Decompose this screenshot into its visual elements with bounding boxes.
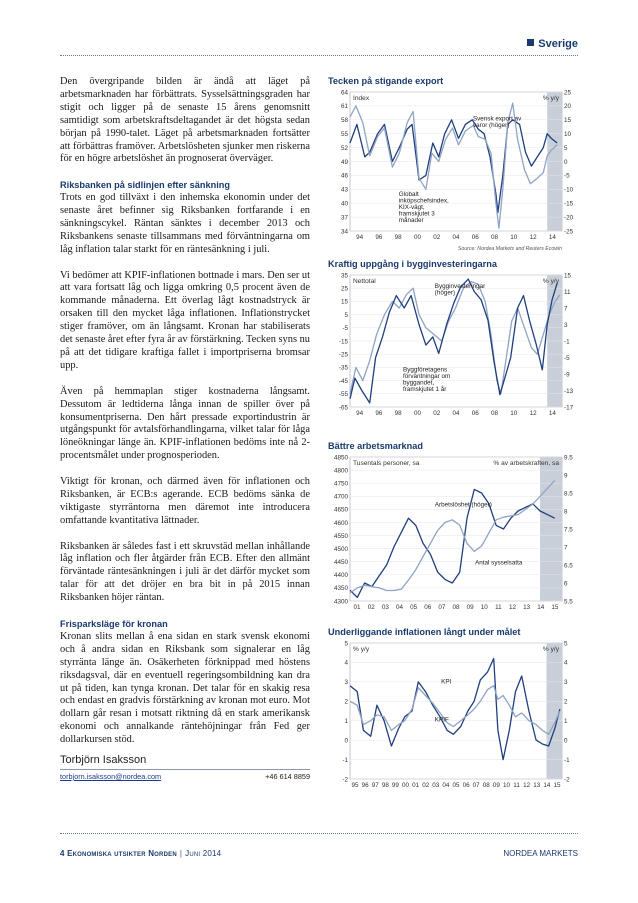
series-annotation: byggandet,: [403, 379, 435, 387]
y-tick-left: 4300: [333, 598, 348, 606]
y-tick-right: 5: [564, 640, 568, 648]
publication-date: Juni 2014: [185, 849, 222, 858]
y-tick-right: 5: [564, 144, 568, 152]
y-tick-left: 4450: [333, 559, 348, 567]
x-tick: 01: [412, 782, 420, 789]
plot-area: [350, 457, 562, 601]
y-tick-right: -1: [564, 338, 570, 346]
x-tick: 96: [375, 410, 383, 417]
x-tick: 09: [466, 604, 474, 611]
y-tick-right: 3: [564, 679, 568, 687]
x-tick: 02: [367, 604, 375, 611]
chart-labour-market: [328, 441, 588, 613]
y-tick-right: -17: [564, 404, 574, 412]
author-name: Torbjörn Isaksson: [60, 754, 147, 766]
y-tick-right: -9: [564, 371, 570, 379]
y-tick-left: 4750: [333, 480, 348, 488]
x-tick: 06: [471, 234, 479, 241]
left-axis-label: % y/y: [353, 646, 370, 653]
chart-inflation-plot: [328, 639, 588, 791]
series-annotation: förväntningar om: [403, 372, 451, 380]
x-tick: 04: [452, 234, 460, 241]
chart-title: Underliggande inflationen långt under målet: [328, 627, 521, 637]
chart-title: Tecken på stigande export: [328, 76, 444, 86]
x-tick: 14: [543, 782, 551, 789]
x-tick: 00: [402, 782, 410, 789]
author-rule: [60, 769, 310, 770]
paragraph: Vi bedömer att KPIF-inflationen bottnade i mars. Den ser ut att vara fortsatt låg och ligga omkring 0,5 procent även de kommande månaderna. Ett överlag lågt kostnadstryck är orsaken till den mycket låga inflationen. Inflationstrycket stiger framöver, om än långsamt. Kronan har stabiliserats det senaste året efter fyra år av förstärkning. Tecken syns nu på att det tidigare kraftiga fallet i importpriserna bromsar upp.: [60, 269, 310, 371]
series-annotation: (höger): [434, 289, 456, 297]
x-tick: 09: [492, 782, 500, 789]
series-annotation: varor (höger): [472, 122, 510, 130]
x-tick: 00: [413, 234, 421, 241]
y-tick-left: 25: [340, 285, 348, 293]
left-axis-label: Tusentals personer, sa: [353, 460, 420, 467]
y-tick-left: 55: [340, 131, 348, 138]
x-tick: 15: [553, 782, 561, 789]
section-square-icon: [527, 39, 534, 46]
y-tick-right: 6: [564, 580, 568, 588]
x-tick: 12: [529, 234, 537, 241]
x-tick: 97: [371, 782, 379, 789]
y-tick-right: -25: [564, 228, 574, 236]
x-tick: 02: [433, 410, 441, 417]
page-number: 4: [60, 849, 65, 858]
y-tick-left: 4650: [333, 506, 348, 514]
right-axis-label: % y/y: [542, 646, 559, 653]
chart-inflation: [328, 627, 588, 791]
y-tick-left: 4600: [333, 519, 348, 527]
subheading: Riksbanken på sidlinjen efter sänkning: [60, 180, 231, 191]
y-tick-left: 0: [344, 737, 348, 745]
y-tick-right: -13: [564, 387, 574, 395]
y-tick-right: 0: [564, 737, 568, 745]
right-axis-label: % av arbetskraften, sa: [493, 460, 559, 467]
series-annotation: framskjutet 1 år: [403, 385, 447, 393]
x-tick: 94: [356, 234, 364, 241]
section-title: Sverige: [538, 38, 578, 50]
y-tick-left: -5: [342, 325, 348, 333]
x-tick: 12: [509, 604, 517, 611]
y-tick-left: 5: [344, 640, 348, 648]
x-tick: 04: [452, 410, 460, 417]
x-tick: 98: [394, 410, 402, 417]
series-annotation: inköpschefsindex,: [398, 197, 449, 205]
x-tick: 95: [351, 782, 359, 789]
header-divider: [60, 55, 578, 56]
y-tick-right: 5.5: [564, 598, 573, 606]
y-tick-left: 1: [344, 718, 348, 726]
footer-divider: [60, 833, 578, 834]
x-tick: 96: [375, 234, 383, 241]
x-tick: 08: [452, 604, 460, 611]
y-tick-right: 15: [564, 117, 572, 125]
y-tick-right: 1: [564, 718, 568, 726]
y-tick-left: -15: [338, 338, 348, 346]
y-tick-left: 3: [344, 679, 348, 687]
y-tick-right: -1: [564, 756, 570, 764]
x-tick: 07: [438, 604, 446, 611]
x-tick: 11: [513, 782, 520, 789]
y-tick-left: 35: [340, 272, 348, 280]
y-tick-left: -65: [338, 404, 348, 412]
x-tick: 98: [394, 234, 402, 241]
x-tick: 04: [442, 782, 450, 789]
y-tick-right: -5: [564, 354, 570, 362]
y-tick-right: 8.5: [564, 490, 573, 498]
y-tick-left: 5: [344, 311, 348, 319]
x-tick: 08: [491, 410, 499, 417]
y-tick-right: 20: [564, 103, 572, 111]
x-tick: 03: [432, 782, 440, 789]
y-tick-left: 52: [340, 144, 348, 152]
chart-source: Source: Nordea Markets and Reuters Ecowin: [457, 246, 562, 252]
chart-labour-market-plot: [328, 453, 588, 613]
y-tick-left: 64: [340, 89, 348, 97]
series-annotation: framskjutet 3: [398, 210, 435, 218]
author-phone: +46 614 8859: [265, 772, 310, 781]
x-tick: 14: [548, 410, 556, 417]
series-annotation: Svensk export av: [472, 115, 522, 123]
y-tick-left: 4800: [333, 467, 348, 475]
y-tick-left: 4550: [333, 532, 348, 540]
x-tick: 06: [462, 782, 470, 789]
y-tick-right: -15: [564, 200, 574, 208]
y-tick-right: 8: [564, 508, 568, 516]
y-tick-right: 6.5: [564, 562, 573, 570]
x-tick: 14: [537, 604, 545, 611]
x-tick: 06: [424, 604, 432, 611]
y-tick-right: -20: [564, 214, 574, 222]
x-tick: 05: [452, 782, 460, 789]
x-tick: 06: [471, 410, 479, 417]
y-tick-right: 9.5: [564, 454, 573, 462]
y-tick-left: 58: [340, 117, 348, 125]
left-axis-label: Nettotal: [353, 278, 376, 285]
y-tick-left: 4850: [333, 454, 348, 462]
y-tick-right: 10: [564, 131, 572, 138]
y-tick-right: 7: [564, 544, 568, 552]
x-tick: 02: [422, 782, 430, 789]
y-tick-right: 2: [564, 698, 568, 706]
y-tick-right: 11: [564, 288, 571, 296]
series-annotation: Globalt: [398, 190, 419, 198]
x-tick: 11: [495, 604, 502, 611]
x-tick: 02: [433, 234, 441, 241]
y-tick-left: -2: [342, 776, 348, 784]
paragraph: Trots en god tillväxt i den inhemska ekonomin under det senaste året befinner sig Riksbanken fortfarande i en sänkningscykel. Räntan sänktes i december 2013 och Riksbankens senaste tillsammans med förväntningarna om låg inflation talar starkt för en räntesänkning i juli.: [60, 192, 310, 255]
plot-area: [350, 643, 562, 779]
x-tick: 15: [551, 604, 559, 611]
y-tick-left: -55: [338, 391, 348, 399]
section-label: [527, 38, 578, 50]
paragraph: Viktigt för kronan, och därmed även för inflationen och Riksbanken, är ECB:s agerande. ECB bedöms sänka de viktigaste styrräntorna men däremot inte introducera omfattande kvantitativa lättnader.: [60, 476, 310, 526]
x-tick: 10: [510, 234, 518, 241]
left-axis-label: Index: [353, 95, 370, 102]
paragraph: Riksbanken är således fast i ett skruvstäd mellan inhållande låg inflation och fler åtgärder från ECB. Efter den allmänt förväntade räntesänkningen i juli är det därför mycket som talar för att det dröjer en bra bit in på 2015 innan Riksbanken höjer räntan.: [60, 540, 310, 604]
series-annotation: Bygginvesteringar: [434, 283, 486, 291]
y-tick-left: 2: [344, 698, 348, 706]
y-tick-right: -10: [564, 186, 574, 194]
series-annotation: Antal sysselsatta: [475, 559, 523, 567]
x-tick: 13: [533, 782, 541, 789]
y-tick-left: 4700: [333, 493, 348, 501]
chart-title: Kraftig uppgång i bygginvesteringarna: [328, 259, 497, 269]
x-tick: 99: [391, 782, 399, 789]
right-axis-label: % y/y: [542, 278, 559, 285]
subheading: Frisparksläge för kronan: [60, 618, 168, 629]
y-tick-right: -2: [564, 776, 570, 784]
y-tick-left: 4: [344, 659, 348, 667]
forecast-shading: [540, 457, 562, 601]
y-tick-left: 34: [340, 228, 348, 236]
y-tick-right: 3: [564, 321, 568, 329]
y-tick-right: 4: [564, 659, 568, 667]
chart-export-plot: [328, 88, 588, 253]
y-tick-right: 15: [564, 272, 572, 280]
y-tick-right: 0: [564, 158, 568, 166]
y-tick-right: 7.5: [564, 526, 573, 534]
chart-construction-plot: [328, 271, 588, 419]
x-tick: 05: [410, 604, 418, 611]
company-name: NORDEA MARKETS: [503, 849, 578, 858]
x-tick: 96: [361, 782, 369, 789]
y-tick-left: 4350: [333, 585, 348, 593]
chart-title: Bättre arbetsmarknad: [328, 441, 423, 451]
x-tick: 04: [395, 604, 403, 611]
y-tick-left: 40: [340, 200, 348, 208]
y-tick-right: 25: [564, 89, 572, 97]
series-annotation: KPIF: [434, 716, 449, 724]
x-tick: 01: [353, 604, 361, 611]
x-tick: 98: [381, 782, 389, 789]
x-tick: 10: [480, 604, 488, 611]
x-tick: 07: [472, 782, 480, 789]
x-tick: 14: [548, 234, 556, 241]
x-tick: 94: [356, 410, 364, 417]
series-annotation: KIX-vägt,: [398, 203, 425, 211]
article-body: [60, 76, 310, 760]
y-tick-left: 4400: [333, 572, 348, 580]
y-tick-left: 37: [340, 214, 348, 222]
series-annotation: KPI: [441, 678, 452, 686]
x-tick: 08: [491, 234, 499, 241]
y-tick-left: 15: [340, 298, 348, 306]
x-tick: 12: [523, 782, 531, 789]
x-tick: 03: [381, 604, 389, 611]
chart-construction: [328, 259, 588, 419]
y-tick-right: -5: [564, 172, 570, 180]
series-annotation: Byggföretagens: [403, 366, 448, 374]
author-block: [60, 754, 310, 781]
series-annotation: Arbetslöshet (höger): [434, 501, 492, 509]
x-tick: 00: [413, 410, 421, 417]
publication-title: Ekonomiska utsikter Norden: [67, 849, 177, 858]
x-tick: 10: [502, 782, 510, 789]
paragraph: Även på hemmaplan stiger kostnaderna långsamt. Dessutom är ledtiderna långa innan de spiller över på konsumentpriserna. Den hårt pressade exportindustrin är utgångspunkt för avtalsförhandlingarna, vilket talar för låga löneökningar länge än. KPIF-inflationen bedöms inte nå 2-procentsmålet under prognosperioden.: [60, 385, 310, 462]
y-tick-right: 7: [564, 305, 568, 313]
author-email-link[interactable]: torbjorn.isaksson@nordea.com: [60, 772, 162, 781]
page-footer: 4 Ekonomiska utsikter Norden | Juni 2014 NORDEA MARKETS: [60, 849, 578, 858]
y-tick-left: -45: [338, 377, 348, 385]
y-tick-left: 49: [340, 158, 348, 166]
y-tick-left: 4500: [333, 545, 348, 553]
series-annotation: månader: [398, 216, 424, 224]
y-tick-left: 61: [340, 103, 348, 111]
paragraph: Kronan slits mellan å ena sidan en stark svensk ekonomi och å andra sidan en Riksbank som signalerar en låg styrränta länge än. Osäkerheten förknippad med höstens riksdagsval, där en eventuell regeringsombildning kan dra ut på tiden, kan tynga kronan. Det talar för en skakig resa och endast en gradvis förstärkning av kronan mot euro. Mot dollarn går resan i motsatt riktning då en stark amerikansk ekonomi och annalkande räntehöjningar från Fed ger dollarkursen stöd.: [60, 630, 310, 746]
y-tick-left: -25: [338, 351, 348, 359]
right-axis-label: % y/y: [542, 95, 559, 102]
x-tick: 13: [523, 604, 531, 611]
x-tick: 12: [529, 410, 537, 417]
y-tick-right: 9: [564, 472, 568, 480]
y-tick-left: 46: [340, 172, 348, 180]
x-tick: 08: [482, 782, 490, 789]
y-tick-left: -35: [338, 364, 348, 372]
chart-export: [328, 76, 588, 253]
y-tick-left: 43: [340, 186, 348, 194]
paragraph: Den övergripande bilden är ändå att läget på arbetsmarknaden har förbättrats. Sysselsättningsgraden har stigit och ligger på de senaste 15 årens genomsnitt samtidigt som arbetskraftsdeltagandet är det högsta sedan början på 1990-talet. Läget på arbetsmarknaden fortsätter att förbättras framöver. Arbetslösheten sjunker men riskerna för en högre arbetslöshet än prognoserat överväger.: [60, 76, 310, 165]
y-tick-left: -1: [342, 756, 348, 764]
x-tick: 10: [510, 410, 518, 417]
